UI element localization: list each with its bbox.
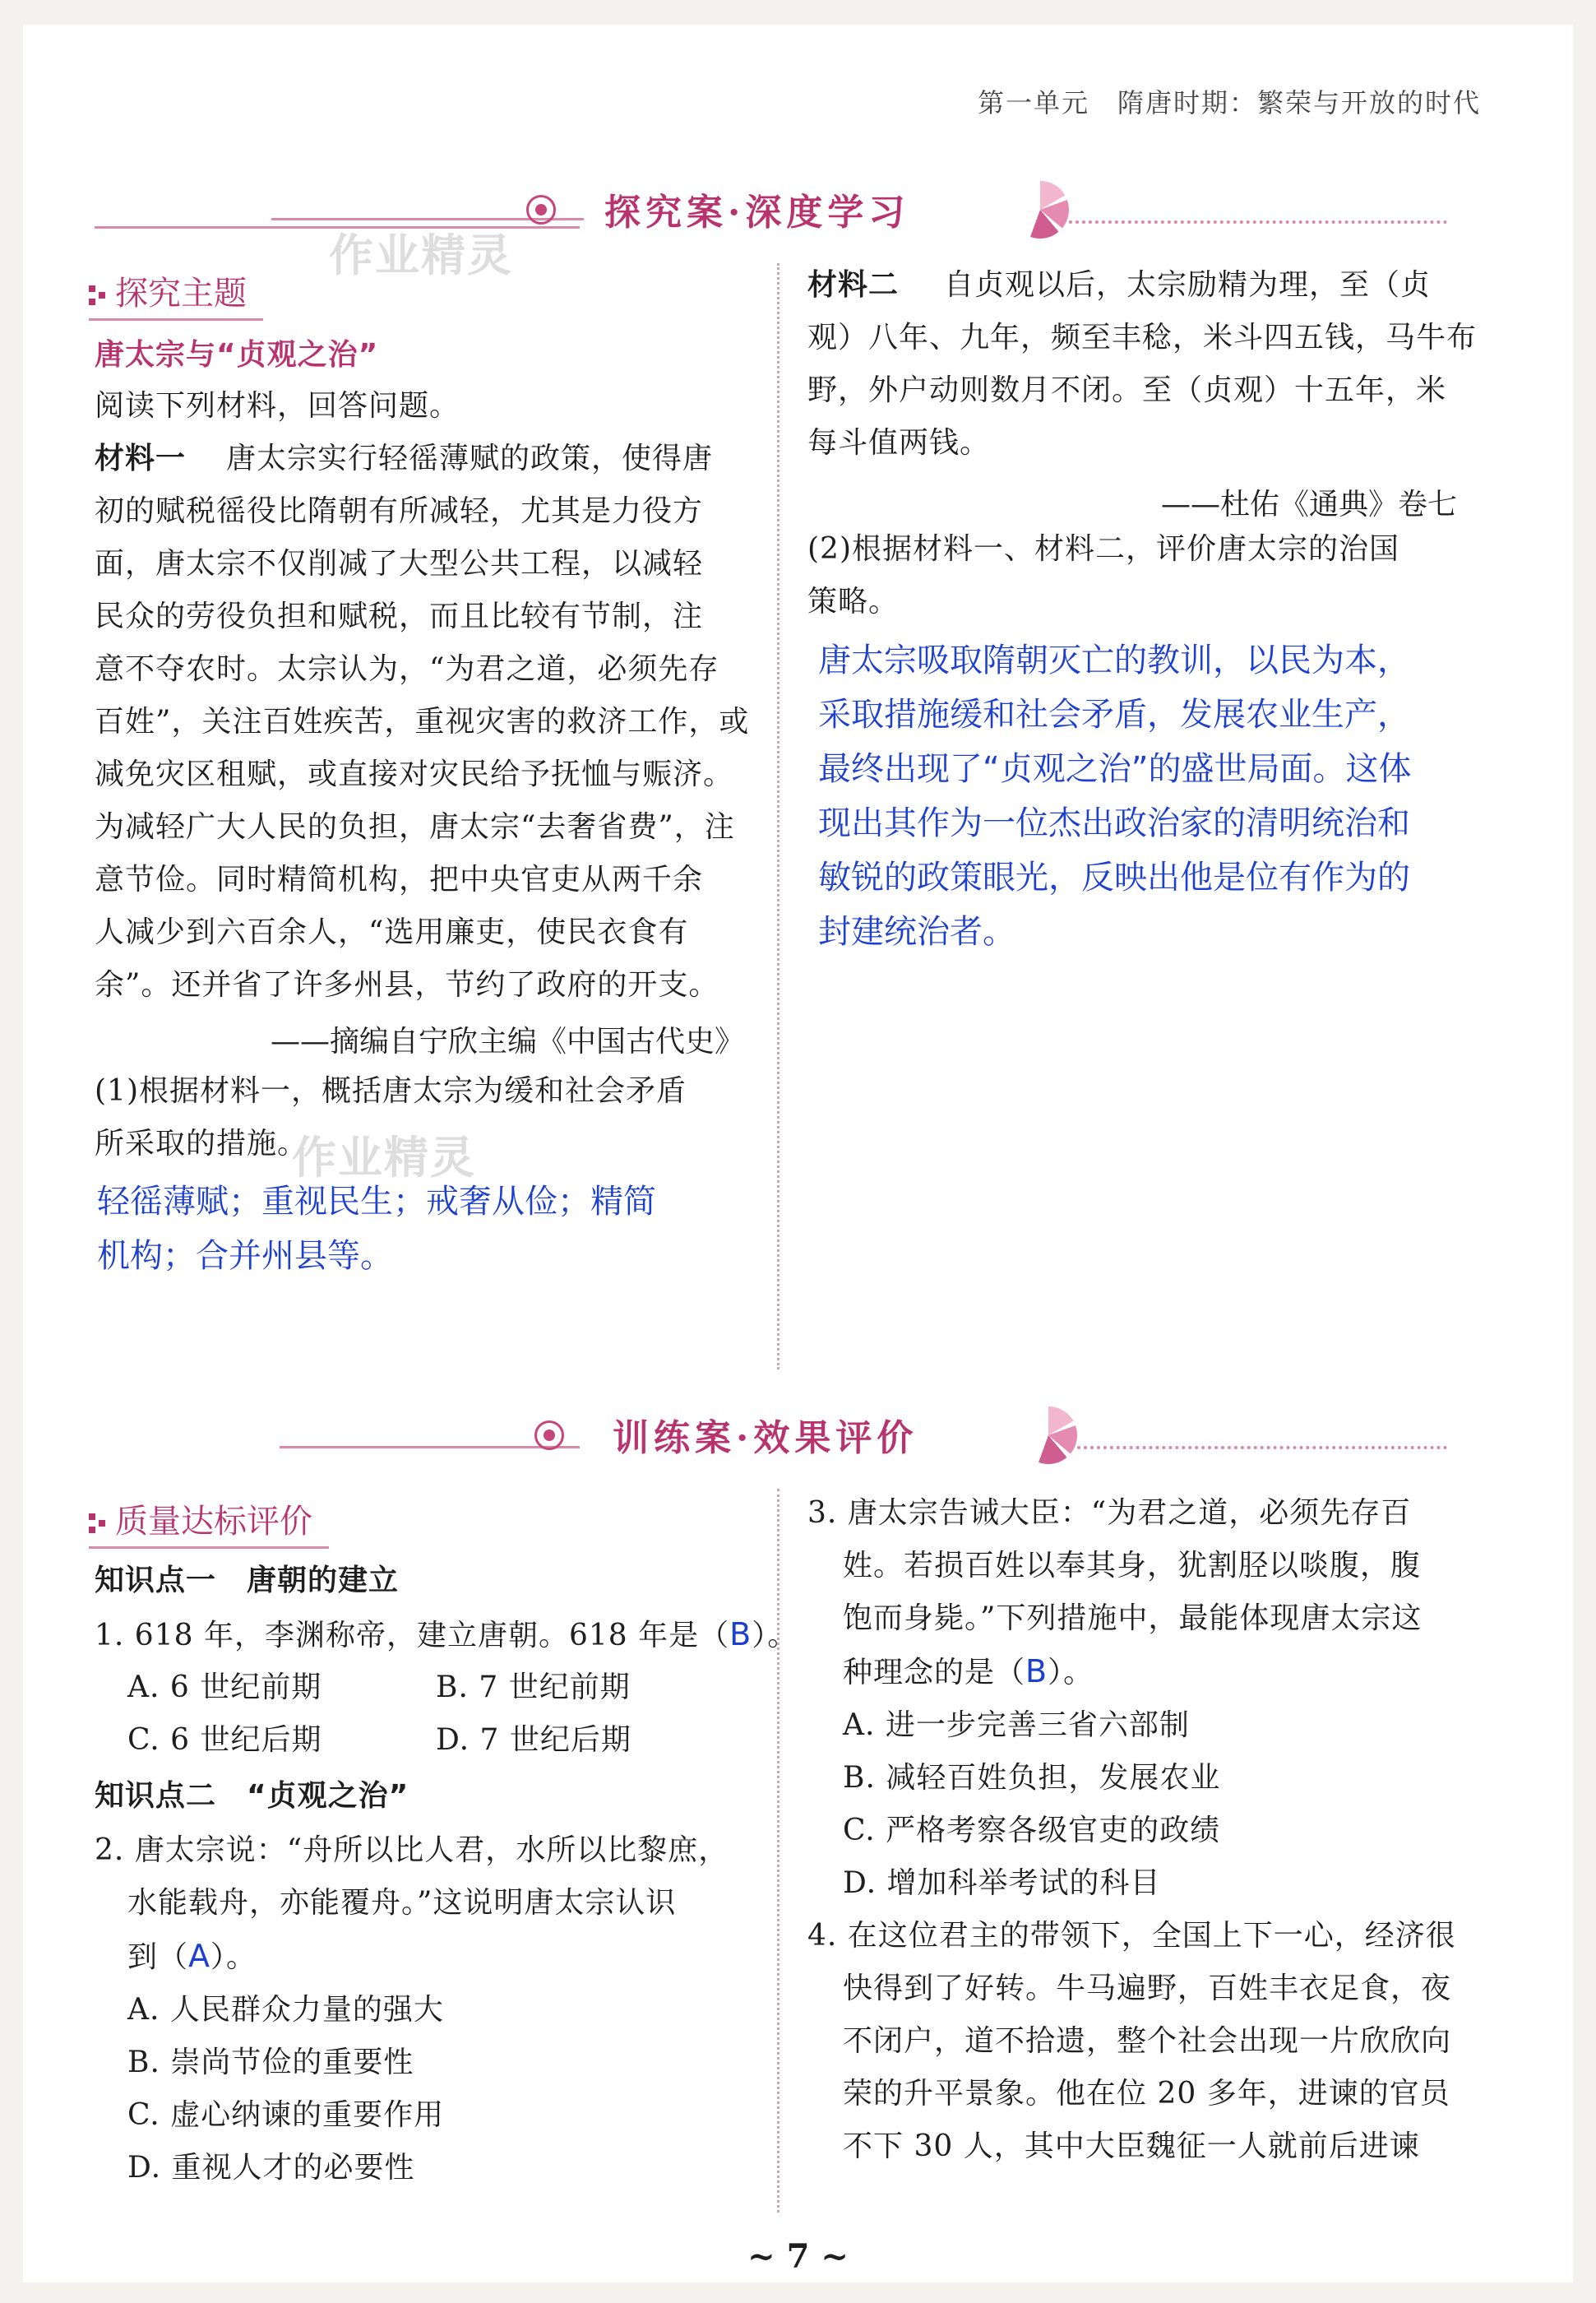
question1-line: 所采取的措施。 — [95, 1127, 308, 1161]
material1-line: 初的赋税徭役比隋朝有所减轻，尤其是力役方 — [95, 494, 704, 528]
question-4-line: 不闭户，道不拾遗，整个社会出现一片欣欣向 — [843, 2024, 1452, 2058]
knowledge-point-2: 知识点二 “贞观之治” — [95, 1779, 409, 1813]
material1-label: 材料一 — [95, 442, 187, 475]
target-icon — [526, 195, 556, 225]
answer2-line: 采取措施缓和社会矛盾，发展农业生产， — [818, 696, 1410, 734]
topic-title: 唐太宗与“贞观之治” — [95, 338, 379, 372]
column-divider — [777, 1489, 779, 2213]
question-2-line: 到（A）。 — [127, 1938, 257, 1974]
material1-line: 意不夺农时。太宗认为，“为君之道，必须先存 — [95, 652, 719, 686]
option-q3-d: D. 增加科举考试的科目 — [843, 1866, 1161, 1900]
unit-header: 第一单元 隋唐时期：繁荣与开放的时代 — [977, 87, 1481, 118]
banner-title: 探究案·深度学习 — [604, 192, 910, 234]
question-2-line: 水能载舟，亦能覆舟。”这说明唐太宗认识 — [127, 1886, 677, 1920]
answer-q2: A — [188, 1938, 211, 1974]
material1-line: 余”。还并省了许多州县，节约了政府的开支。 — [95, 968, 719, 1002]
banner-line — [280, 1446, 580, 1448]
material1-line: 面，唐太宗不仅削减了大型公共工程，以减轻 — [95, 547, 704, 581]
question-3-line: 3. 唐太宗告诫大臣：“为君之道，必须先存百 — [807, 1496, 1412, 1530]
question-4-line: 不下 30 人，其中大臣魏征一人就前后进谏 — [843, 2129, 1420, 2163]
material2-line: 野，外户动则数月不闭。至（贞观）十五年，米 — [807, 373, 1447, 407]
option-q2-c: C. 虚心纳谏的重要作用 — [127, 2098, 445, 2132]
material2-line: 自贞观以后，太宗励精为理，至（贞 — [944, 268, 1432, 302]
question-2-line: 2. 唐太宗说：“舟所以比人君，水所以比黎庶， — [95, 1833, 729, 1867]
answer2-line: 唐太宗吸取隋朝灭亡的教训，以民为本， — [818, 642, 1410, 679]
question2-line: 策略。 — [807, 585, 900, 619]
option-q3-a: A. 进一步完善三省六部制 — [843, 1708, 1190, 1742]
material2-line: 每斗值两钱。 — [807, 426, 991, 460]
knowledge-point-1: 知识点一 唐朝的建立 — [95, 1564, 400, 1597]
fan-icon — [1011, 181, 1069, 239]
option-q2-b: B. 崇尚节俭的重要性 — [127, 2046, 414, 2079]
section-banner-explore — [0, 181, 1596, 239]
option-q3-c: C. 严格考察各级官吏的政绩 — [843, 1814, 1221, 1847]
question-3-line: 姓。若损百姓以奉其身，犹割胫以啖腹，腹 — [843, 1549, 1422, 1582]
question2-line: (2)根据材料一、材料二，评价唐太宗的治国 — [807, 532, 1399, 566]
material1-source: ——摘编自宁欣主编《中国古代史》 — [270, 1025, 744, 1059]
answer-q1: B — [729, 1616, 752, 1652]
material1-line: 减免灾区租赋，或直接对灾民给予抚恤与赈济。 — [95, 758, 734, 791]
option-q3-b: B. 减轻百姓负担，发展农业 — [843, 1761, 1221, 1795]
material2-source: ——杜佑《通典》卷七 — [1160, 488, 1457, 521]
question-4-line: 快得到了好转。牛马遍野，百姓丰衣足食，夜 — [843, 1972, 1452, 2005]
page-number: ~ 7 ~ — [747, 2237, 849, 2276]
material1-line: 唐太宗实行轻徭薄赋的政策，使得唐 — [226, 442, 714, 475]
section-banner-practice — [0, 1406, 1596, 1464]
column-divider — [777, 263, 779, 1369]
squares-icon — [89, 285, 109, 305]
question-3-line: 饱而身毙。”下列措施中，最能体现唐太宗这 — [843, 1601, 1423, 1635]
answer-q3: B — [1025, 1653, 1048, 1689]
question-4-line: 荣的升平景象。他在位 20 多年，进谏的官员 — [843, 2077, 1450, 2111]
material1-line: 意节俭。同时精简机构，把中央官吏从两千余 — [95, 863, 704, 897]
material1-line: 人减少到六百余人，“选用廉吏，使民衣食有 — [95, 915, 689, 949]
target-icon — [534, 1420, 564, 1450]
option-q2-a: A. 人民群众力量的强大 — [127, 1993, 444, 2027]
material1-line: 为减轻广大人民的负担，唐太宗“去奢省费”，注 — [95, 810, 735, 844]
option-q1-c: C. 6 世纪后期 — [127, 1723, 322, 1757]
watermark: 作业精灵 — [329, 229, 513, 281]
option-q1-a: A. 6 世纪前期 — [127, 1670, 322, 1704]
banner-dots — [1069, 220, 1447, 226]
banner-title: 训练案·效果评价 — [613, 1417, 918, 1459]
question-4-line: 4. 在这位君主的带领下，全国上下一心，经济很 — [807, 1919, 1456, 1953]
answer2-line: 敏锐的政策眼光，反映出他是位有作为的 — [818, 859, 1410, 897]
question1-line: (1)根据材料一，概括唐太宗为缓和社会矛盾 — [95, 1074, 687, 1108]
question-1: 1. 618 年，李渊称帝，建立唐朝。618 年是（B）。 — [95, 1616, 798, 1652]
section-tag-practice: 质量达标评价 — [89, 1495, 312, 1542]
answer1-line: 机构；合并州县等。 — [97, 1237, 393, 1275]
banner-dots — [1077, 1446, 1447, 1452]
material2-line: 观）八年、九年，频至丰稔，米斗四五钱，马牛布 — [807, 321, 1478, 354]
watermark: 作业精灵 — [292, 1132, 476, 1184]
squares-icon — [89, 1513, 109, 1533]
fan-icon — [1020, 1406, 1077, 1464]
question-3-line: 种理念的是（B）。 — [843, 1653, 1094, 1689]
option-q1-b: B. 7 世纪前期 — [436, 1670, 631, 1704]
answer2-line: 现出其作为一位杰出政治家的清明统治和 — [818, 804, 1410, 842]
material1-line: 民众的劳役负担和赋税，而且比较有节制，注 — [95, 600, 704, 633]
instruction: 阅读下列材料，回答问题。 — [95, 389, 460, 423]
answer2-line: 封建统治者。 — [818, 913, 1015, 951]
material2-label: 材料二 — [807, 268, 900, 302]
material1-line: 百姓”，关注百姓疾苦，重视灾害的救济工作，或 — [95, 705, 750, 739]
answer1-line: 轻徭薄赋；重视民生；戒奢从俭；精简 — [97, 1183, 656, 1221]
option-q1-d: D. 7 世纪后期 — [436, 1723, 631, 1757]
section-tag-explore: 探究主题 — [89, 267, 247, 314]
answer2-line: 最终出现了“贞观之治”的盛世局面。这体 — [818, 750, 1412, 788]
option-q2-d: D. 重视人才的必要性 — [127, 2151, 415, 2185]
